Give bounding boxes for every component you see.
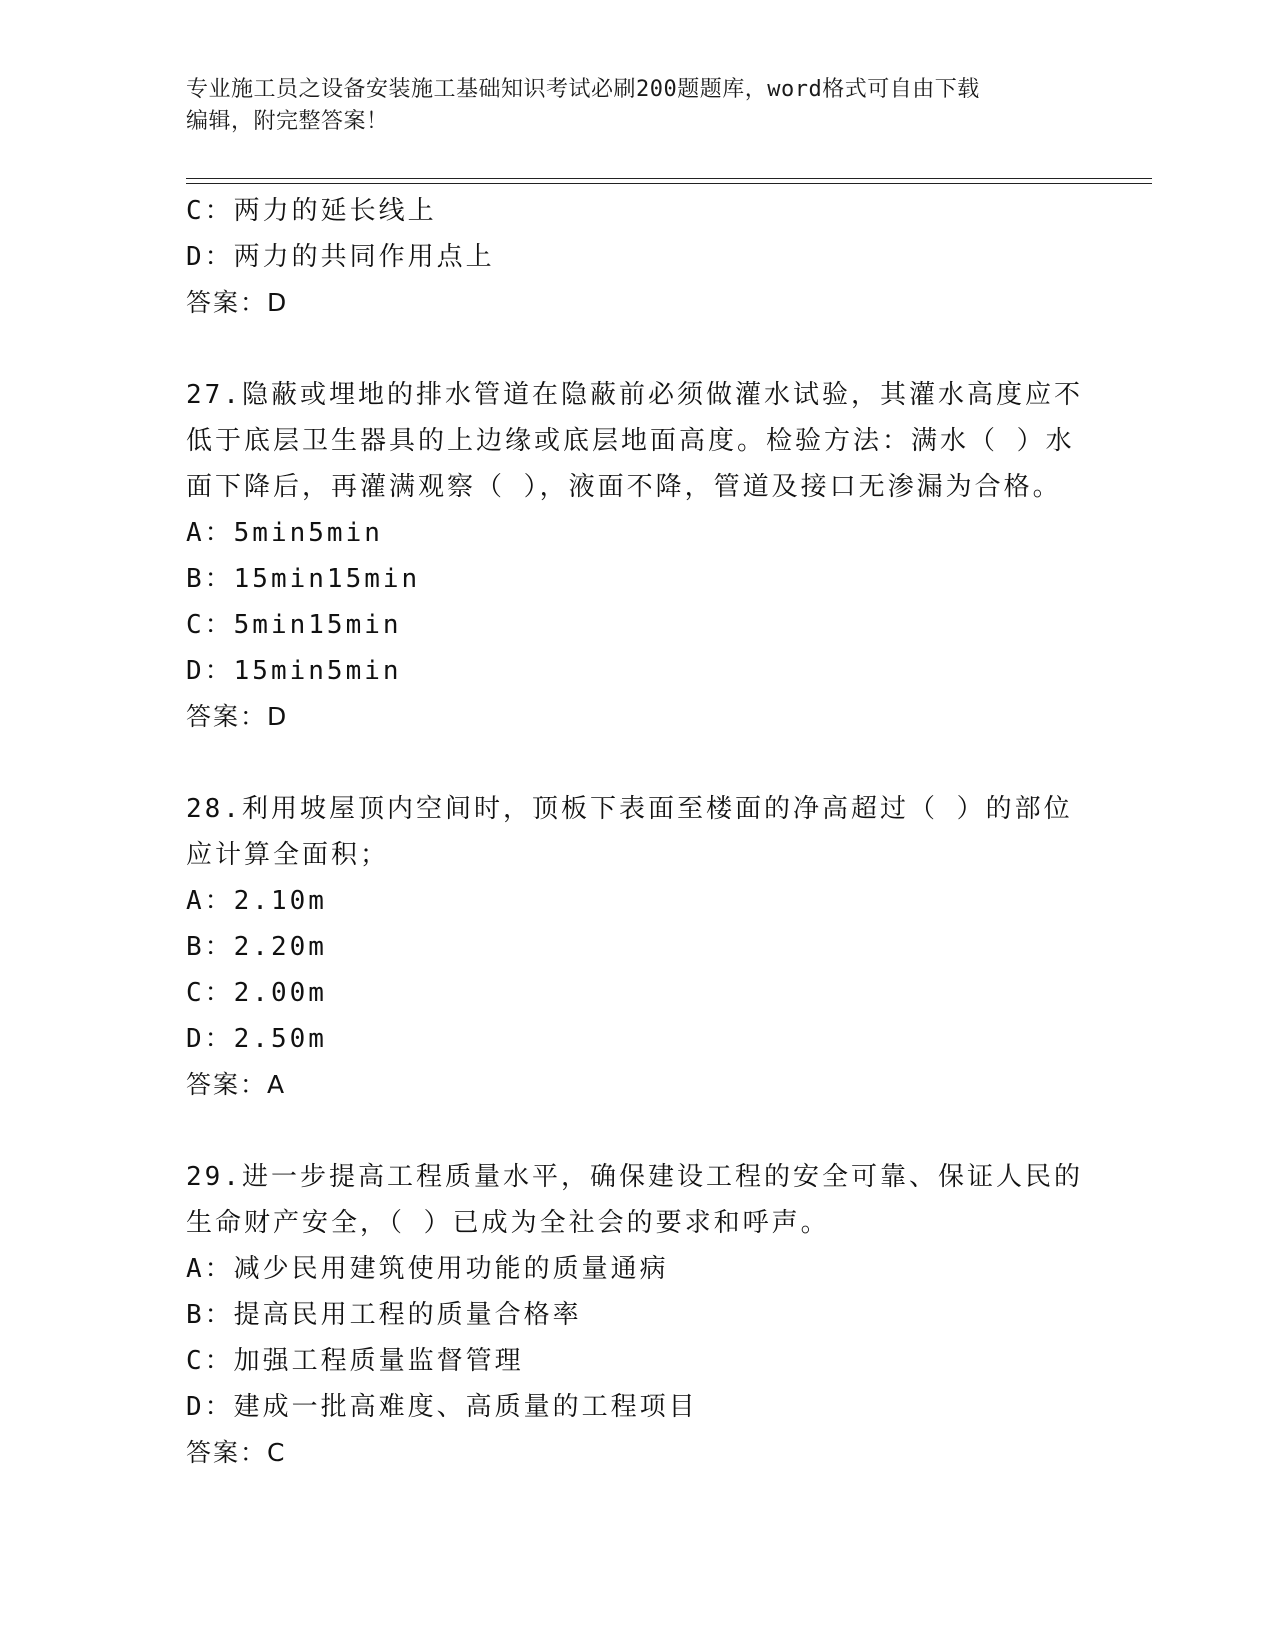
- question-29: [186, 1154, 1086, 1476]
- header-divider-bottom: [186, 183, 1152, 184]
- option-b: B：2.20m: [186, 932, 327, 962]
- header-line-1: 专业施工员之设备安装施工基础知识考试必刷200题题库，word格式可自由下载: [186, 77, 980, 102]
- page-header: [186, 74, 1066, 138]
- question-27: [186, 372, 1086, 740]
- option-d: D：2.50m: [186, 1024, 327, 1054]
- header-line-2: 编辑，附完整答案！: [186, 109, 389, 134]
- header-divider-top: [186, 178, 1152, 179]
- question-text: [186, 786, 1086, 878]
- previous-question-tail: [186, 188, 1086, 326]
- question-line: 生命财产安全，（ ）已成为全社会的要求和呼声。: [186, 1208, 830, 1238]
- option-b: B：提高民用工程的质量合格率: [186, 1300, 582, 1330]
- question-line: 低于底层卫生器具的上边缘或底层地面高度。检验方法：满水（ ）水: [186, 426, 1075, 456]
- option-d: D：两力的共同作用点上: [186, 242, 495, 272]
- question-line: 27.隐蔽或埋地的排水管道在隐蔽前必须做灌水试验，其灌水高度应不: [186, 380, 1083, 410]
- spacer: [186, 326, 1086, 372]
- spacer: [186, 1108, 1086, 1154]
- option-b: B：15min15min: [186, 564, 421, 594]
- option-c: C：5min15min: [186, 610, 402, 640]
- question-line: 29.进一步提高工程质量水平，确保建设工程的安全可靠、保证人民的: [186, 1162, 1083, 1192]
- option-c: C：两力的延长线上: [186, 196, 437, 226]
- question-line: 应计算全面积；: [186, 840, 390, 870]
- answer-line: 答案：C: [186, 1438, 287, 1467]
- option-d: D：15min5min: [186, 656, 402, 686]
- option-a: A：5min5min: [186, 518, 383, 548]
- spacer: [186, 740, 1086, 786]
- option-a: A：2.10m: [186, 886, 327, 916]
- question-content: [186, 188, 1086, 1476]
- answer-line: 答案：D: [186, 702, 289, 731]
- question-line: 28.利用坡屋顶内空间时，顶板下表面至楼面的净高超过（ ）的部位: [186, 794, 1073, 824]
- answer-line: 答案：A: [186, 1070, 287, 1099]
- question-text: [186, 1154, 1086, 1246]
- option-a: A：减少民用建筑使用功能的质量通病: [186, 1254, 669, 1284]
- option-c: C：加强工程质量监督管理: [186, 1346, 524, 1376]
- question-28: [186, 786, 1086, 1108]
- option-d: D：建成一批高难度、高质量的工程项目: [186, 1392, 698, 1422]
- question-line: 面下降后，再灌满观察（ ），液面不降，管道及接口无渗漏为合格。: [186, 472, 1062, 502]
- question-text: [186, 372, 1086, 510]
- option-c: C：2.00m: [186, 978, 327, 1008]
- answer-line: 答案：D: [186, 288, 289, 317]
